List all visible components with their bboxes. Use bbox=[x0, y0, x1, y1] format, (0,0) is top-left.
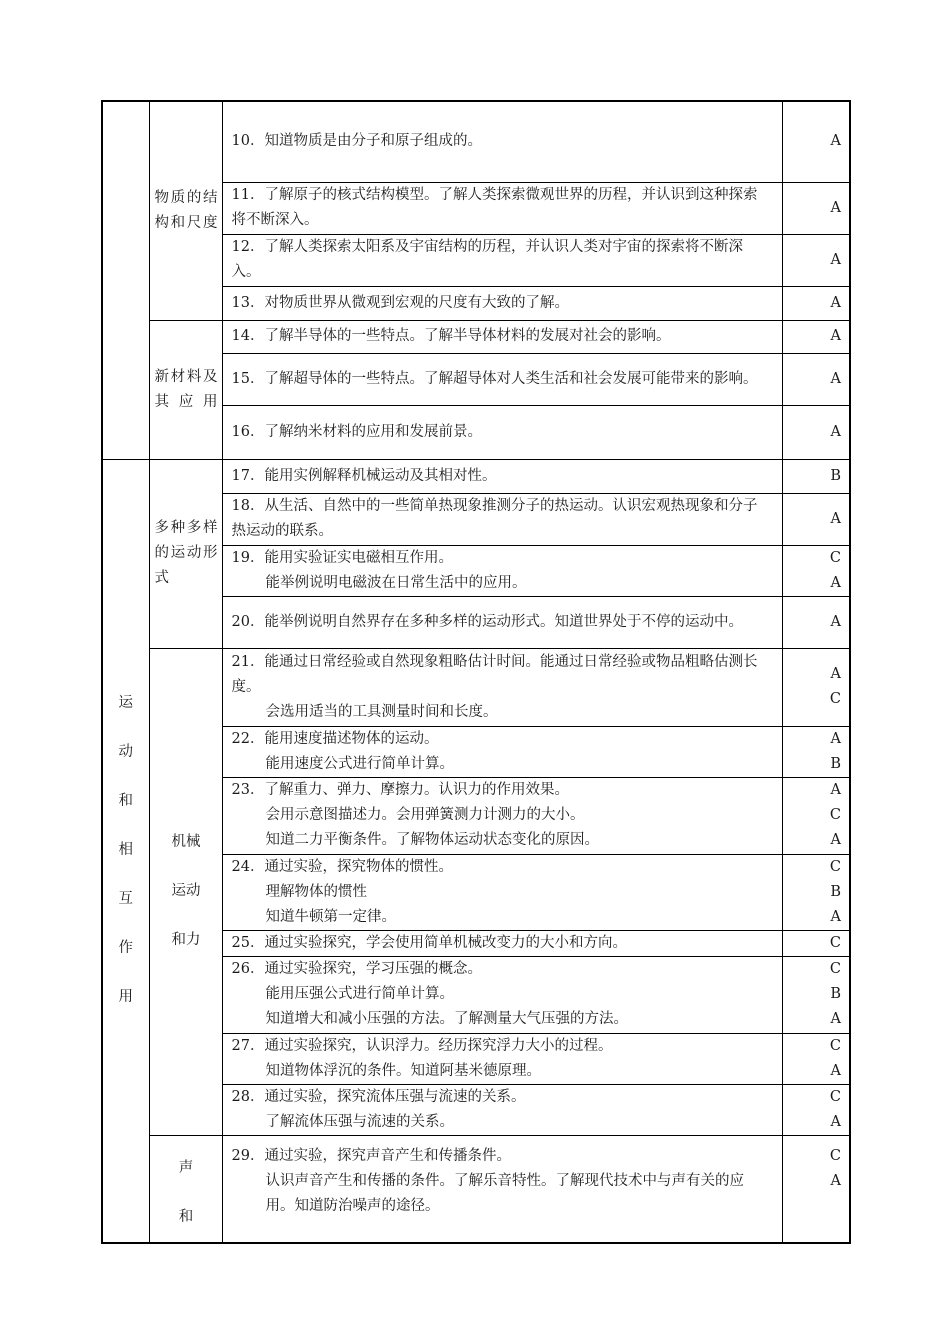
level-letter: A bbox=[830, 666, 841, 682]
curriculum-standards-table bbox=[101, 100, 851, 1244]
standard-line: 21．能通过日常经验或自然现象粗略估计时间。能通过日常经验或物品粗略估测长度。 bbox=[231, 653, 758, 695]
level-letter: B bbox=[830, 986, 841, 1002]
level-letter: C bbox=[829, 691, 841, 707]
standard-24 bbox=[222, 854, 782, 930]
level-24 bbox=[782, 854, 850, 930]
level-13 bbox=[782, 286, 850, 320]
standard-16 bbox=[222, 405, 782, 459]
standard-28 bbox=[222, 1084, 782, 1135]
level-letter: C bbox=[829, 549, 841, 566]
standard-line: 理解物体的惯性 bbox=[265, 883, 367, 900]
subtopic-motion-forms: 多种多样的运动形式 bbox=[149, 459, 222, 648]
level-28 bbox=[782, 1084, 850, 1135]
level-letter: A bbox=[830, 613, 841, 630]
level-29 bbox=[782, 1135, 850, 1243]
standard-12 bbox=[222, 234, 782, 286]
level-letter: C bbox=[829, 858, 841, 875]
level-27 bbox=[782, 1033, 850, 1084]
standard-line: 15．了解超导体的一些特点。了解超导体对人类生活和社会发展可能带来的影响。 bbox=[231, 370, 758, 387]
standard-18 bbox=[222, 493, 782, 545]
level-letter: B bbox=[830, 755, 841, 772]
standard-line: 24．通过实验，探究物体的惯性。 bbox=[231, 858, 453, 875]
theme-cell-motion bbox=[102, 459, 149, 1243]
level-letter: A bbox=[830, 730, 841, 747]
level-letter: A bbox=[830, 908, 841, 925]
level-letter: A bbox=[830, 1172, 841, 1189]
table-body bbox=[102, 101, 850, 1243]
level-letter: A bbox=[830, 782, 841, 798]
level-letter: C bbox=[829, 807, 841, 823]
subtopic-sound-line-2: 和 bbox=[178, 1208, 194, 1225]
level-letter: A bbox=[830, 294, 841, 311]
standard-23 bbox=[222, 777, 782, 854]
standard-14 bbox=[222, 320, 782, 353]
level-letter: A bbox=[830, 510, 841, 527]
standard-line: 知道二力平衡条件。了解物体运动状态变化的原因。 bbox=[265, 832, 599, 848]
standard-line: 18．从生活、自然中的一些简单热现象推测分子的热运动。认识宏观热现象和分子热运动的联系。 bbox=[231, 498, 758, 539]
theme-label-char: 用 bbox=[118, 989, 133, 1005]
level-22 bbox=[782, 726, 850, 777]
level-20 bbox=[782, 596, 850, 648]
standard-line: 25．通过实验探究，学会使用简单机械改变力的大小和方向。 bbox=[231, 934, 627, 951]
standard-26 bbox=[222, 956, 782, 1033]
table-row bbox=[102, 648, 850, 726]
level-16 bbox=[782, 405, 850, 459]
standard-line: 13．对物质世界从微观到宏观的尺度有大致的了解。 bbox=[231, 294, 569, 311]
standard-17 bbox=[222, 459, 782, 493]
subtopic-sound-line-1: 声 bbox=[178, 1159, 194, 1176]
standard-line: 17．能用实例解释机械运动及其相对性。 bbox=[231, 467, 497, 484]
theme-label-char: 和 bbox=[118, 793, 133, 809]
theme-label-char: 互 bbox=[118, 891, 133, 907]
level-15 bbox=[782, 353, 850, 405]
level-19 bbox=[782, 545, 850, 596]
standard-line: 10．知道物质是由分子和原子组成的。 bbox=[231, 133, 482, 150]
standard-line: 28．通过实验，探究流体压强与流速的关系。 bbox=[231, 1088, 526, 1105]
level-25 bbox=[782, 930, 850, 956]
level-12 bbox=[782, 234, 850, 286]
theme-label-motion bbox=[119, 679, 134, 1022]
level-17 bbox=[782, 459, 850, 493]
standard-15 bbox=[222, 353, 782, 405]
level-letter: A bbox=[830, 1011, 841, 1027]
standard-21 bbox=[222, 648, 782, 726]
level-letter: B bbox=[830, 883, 841, 900]
subtopic-mechanics-line-2: 运动 bbox=[171, 883, 201, 899]
standard-line: 知道增大和减小压强的方法。了解测量大气压强的方法。 bbox=[265, 1011, 628, 1027]
standard-line: 14．了解半导体的一些特点。了解半导体材料的发展对社会的影响。 bbox=[231, 328, 671, 344]
subtopic-mechanics-line-3: 和力 bbox=[171, 932, 201, 948]
subtopic-sound bbox=[149, 1135, 222, 1243]
standard-line: 能举例说明电磁波在日常生活中的应用。 bbox=[265, 574, 527, 591]
subtopic-mechanics-line-1: 机械 bbox=[171, 834, 201, 850]
standard-line: 能用压强公式进行简单计算。 bbox=[265, 986, 454, 1002]
table-row bbox=[102, 459, 850, 493]
standard-line: 知道牛顿第一定律。 bbox=[265, 908, 396, 925]
level-21 bbox=[782, 648, 850, 726]
theme-label-char: 运 bbox=[118, 695, 133, 711]
standard-line: 会用示意图描述力。会用弹簧测力计测力的大小。 bbox=[265, 807, 585, 823]
level-letter: A bbox=[830, 1113, 841, 1130]
theme-label-char: 作 bbox=[118, 940, 133, 956]
level-letter: C bbox=[829, 1037, 841, 1054]
standard-line: 29．通过实验，探究声音产生和传播条件。 bbox=[231, 1147, 511, 1164]
level-letter: A bbox=[830, 1062, 841, 1079]
standard-27 bbox=[222, 1033, 782, 1084]
level-11 bbox=[782, 182, 850, 234]
standard-25 bbox=[222, 930, 782, 956]
standard-line: 19．能用实验证实电磁相互作用。 bbox=[231, 549, 453, 566]
standard-line: 12．了解人类探索太阳系及宇宙结构的历程，并认识人类对宇宙的探索将不断深入。 bbox=[231, 239, 743, 280]
standard-10 bbox=[222, 101, 782, 182]
standard-19 bbox=[222, 545, 782, 596]
standard-line: 20．能举例说明自然界存在多种多样的运动形式。知道世界处于不停的运动中。 bbox=[231, 613, 743, 630]
subtopic-mechanics bbox=[149, 648, 222, 1135]
level-letter: C bbox=[829, 1147, 841, 1164]
level-letter: A bbox=[830, 832, 841, 848]
level-letter: A bbox=[830, 423, 841, 440]
subtopic-structure: 物质的结构和尺度 bbox=[149, 101, 222, 320]
standard-line: 27．通过实验探究，认识浮力。经历探究浮力大小的过程。 bbox=[231, 1037, 613, 1054]
standard-line: 16．了解纳米材料的应用和发展前景。 bbox=[231, 423, 482, 440]
theme-label-char: 动 bbox=[118, 744, 133, 760]
table-row bbox=[102, 1135, 850, 1243]
level-23 bbox=[782, 777, 850, 854]
standard-line: 23．了解重力、弹力、摩擦力。认识力的作用效果。 bbox=[231, 782, 569, 798]
level-10 bbox=[782, 101, 850, 182]
level-letter: A bbox=[830, 251, 841, 268]
table-row bbox=[102, 320, 850, 353]
level-letter: A bbox=[830, 370, 841, 387]
standard-line: 会选用适当的工具测量时间和长度。 bbox=[265, 703, 498, 720]
standard-line: 22．能用速度描述物体的运动。 bbox=[231, 730, 439, 747]
standard-13 bbox=[222, 286, 782, 320]
level-14 bbox=[782, 320, 850, 353]
level-letter: A bbox=[830, 574, 841, 591]
standard-line: 能用速度公式进行简单计算。 bbox=[265, 755, 454, 772]
level-letter: C bbox=[829, 934, 841, 951]
standard-line: 11．了解原子的核式结构模型。了解人类探索微观世界的历程，并认识到这种探索将不断深入。 bbox=[231, 187, 758, 228]
level-letter: A bbox=[830, 328, 841, 344]
standard-line: 知道物体浮沉的条件。知道阿基米德原理。 bbox=[265, 1062, 541, 1079]
standard-line: 26．通过实验探究，学习压强的概念。 bbox=[231, 961, 482, 977]
standard-29 bbox=[222, 1135, 782, 1243]
standard-line: 了解流体压强与流速的关系。 bbox=[265, 1113, 454, 1130]
standard-22 bbox=[222, 726, 782, 777]
standard-11 bbox=[222, 182, 782, 234]
standard-20 bbox=[222, 596, 782, 648]
table-row bbox=[102, 101, 850, 182]
theme-cell-matter bbox=[102, 101, 149, 459]
subtopic-new-materials: 新材料及其应用 bbox=[149, 320, 222, 459]
level-letter: B bbox=[830, 467, 841, 484]
level-letter: A bbox=[830, 133, 841, 150]
standard-line: 认识声音产生和传播的条件。了解乐音特性。了解现代技术中与声有关的应用。知道防治噪声的途径。 bbox=[265, 1172, 744, 1214]
level-letter: C bbox=[829, 1088, 841, 1105]
level-letter: A bbox=[830, 199, 841, 216]
theme-label-char: 相 bbox=[118, 842, 133, 858]
level-18 bbox=[782, 493, 850, 545]
level-letter: C bbox=[829, 961, 841, 977]
level-26 bbox=[782, 956, 850, 1033]
